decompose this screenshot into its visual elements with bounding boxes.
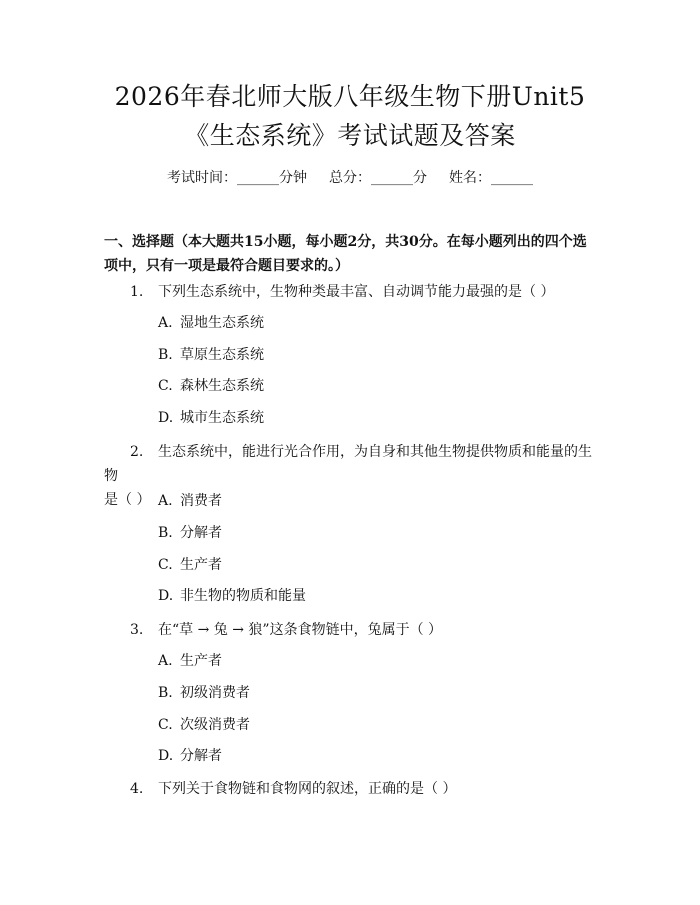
question-3-option-a	[158, 651, 222, 671]
question-2-option-b	[158, 523, 222, 543]
exam-title-line1: 2026年春北师大版八年级生物下册Unit5	[114, 82, 586, 111]
question-1-option-c	[158, 376, 264, 396]
option-text: 城市生态系统	[180, 410, 264, 426]
section-heading	[104, 230, 604, 278]
question-number: 4.	[130, 781, 144, 797]
question-text: 在“草 → 兔 → 狼”这条食物链中，兔属于（ ）	[158, 622, 443, 638]
question-text: 下列关于食物链和食物网的叙述，正确的是（ ）	[158, 781, 457, 797]
option-letter: B.	[158, 347, 173, 363]
option-text: 初级消费者	[180, 685, 250, 701]
exam-time-label: 考试时间：______分钟	[167, 170, 307, 186]
question-2-option-c	[158, 555, 222, 575]
question-number: 2.	[130, 444, 144, 460]
section-heading-line1: 一、选择题（本大题共15小题，每小题2分，共30分。在每小题列出的四个选	[104, 234, 587, 250]
option-letter: C.	[158, 378, 173, 394]
question-3-option-c	[158, 715, 250, 735]
exam-score-label: 总分：______分	[329, 170, 427, 186]
option-text: 分解者	[180, 525, 222, 541]
section-heading-line2: 项中，只有一项是最符合题目要求的。）	[104, 258, 349, 274]
question-1-option-b	[158, 345, 264, 365]
option-text: 次级消费者	[180, 717, 250, 733]
option-text: 非生物的物质和能量	[180, 588, 306, 604]
option-text: 生产者	[180, 653, 222, 669]
question-number: 1.	[130, 284, 144, 300]
option-letter: C.	[158, 557, 173, 573]
question-text-line2: 是（ ）	[104, 492, 151, 508]
question-1	[104, 280, 604, 304]
option-letter: A.	[158, 315, 173, 331]
question-2-option-a	[158, 491, 222, 511]
question-4	[104, 777, 604, 801]
question-1-option-d	[158, 408, 264, 428]
option-letter: D.	[158, 748, 174, 764]
option-text: 森林生态系统	[180, 378, 264, 394]
question-3	[104, 618, 604, 642]
exam-name-label: 姓名：______	[449, 170, 533, 186]
option-text: 消费者	[180, 493, 222, 509]
question-2-option-d	[158, 586, 306, 606]
question-3-option-b	[158, 683, 250, 703]
option-letter: B.	[158, 685, 173, 701]
question-text: 生态系统中，能进行光合作用，为自身和其他生物提供物质和能量的生物	[104, 444, 592, 484]
option-text: 草原生态系统	[180, 347, 264, 363]
option-letter: D.	[158, 410, 174, 426]
option-text: 湿地生态系统	[180, 315, 264, 331]
exam-meta	[0, 168, 700, 188]
question-3-option-d	[158, 746, 222, 766]
question-text: 下列生态系统中，生物种类最丰富、自动调节能力最强的是（ ）	[158, 284, 555, 300]
question-1-option-a	[158, 313, 264, 333]
option-letter: A.	[158, 653, 173, 669]
option-letter: D.	[158, 588, 174, 604]
option-text: 生产者	[180, 557, 222, 573]
option-letter: C.	[158, 717, 173, 733]
question-number: 3.	[130, 622, 144, 638]
option-letter: A.	[158, 493, 173, 509]
option-text: 分解者	[180, 748, 222, 764]
option-letter: B.	[158, 525, 173, 541]
exam-title-line2: 《生态系统》考试试题及答案	[184, 121, 516, 150]
